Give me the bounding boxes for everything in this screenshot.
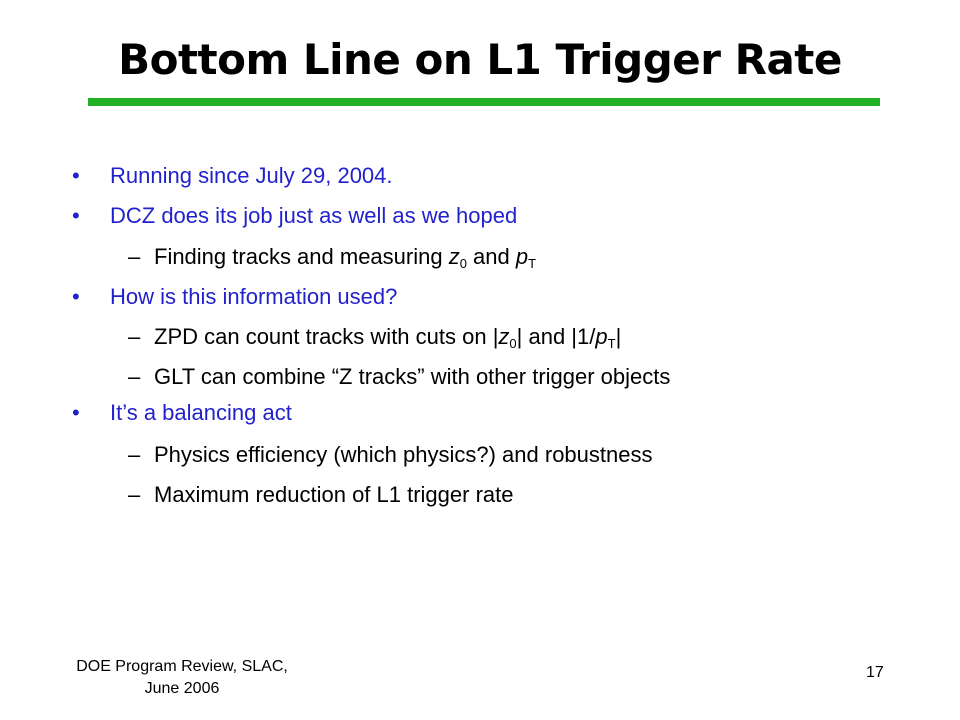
- page-number: 17: [866, 664, 884, 681]
- bullet-mark: •: [72, 163, 80, 188]
- sub-bullet-item: [128, 243, 536, 278]
- footer-event: [42, 656, 322, 700]
- bullet-item: [72, 399, 292, 427]
- bullet-item: [72, 283, 397, 311]
- dash-mark: –: [128, 364, 141, 389]
- dash-mark: –: [128, 482, 141, 507]
- dash-mark: –: [128, 442, 141, 467]
- sub-bullet-text: Maximum reduction of L1 trigger rate: [154, 482, 514, 507]
- dash-mark: –: [128, 324, 141, 349]
- sub-bullet-text: Finding tracks and measuring $z_0$ and $p_T$: [154, 244, 537, 271]
- bullet-mark: •: [72, 284, 80, 309]
- bullet-item: [72, 162, 393, 190]
- sub-bullet-text: ZPD can count tracks with cuts on $|z_0|$ and $|1/p_T|$: [154, 324, 622, 351]
- bullet-text: DCZ does its job just as well as we hoped: [110, 203, 518, 228]
- sub-bullet-item: [128, 481, 514, 509]
- bullet-text: How is this information used?: [110, 284, 398, 309]
- sub-bullet-text: GLT can combine “Z tracks” with other trigger objects: [154, 364, 671, 389]
- footer-event-line1: DOE Program Review, SLAC,: [76, 658, 288, 675]
- slide-title: Bottom Line on L1 Trigger Rate: [118, 35, 842, 84]
- bullet-mark: •: [72, 400, 80, 425]
- sub-bullet-text: Physics efficiency (which physics?) and robustness: [154, 442, 653, 467]
- bullet-item: [72, 202, 517, 230]
- bullet-mark: •: [72, 203, 80, 228]
- sub-bullet-item: [128, 441, 652, 469]
- bullet-text: Running since July 29, 2004.: [110, 163, 393, 188]
- dash-mark: –: [128, 244, 141, 269]
- footer-event-line2: June 2006: [144, 680, 220, 697]
- sub-bullet-item: [128, 363, 670, 391]
- sub-bullet-item: [128, 323, 621, 358]
- bullet-text: It’s a balancing act: [110, 400, 292, 425]
- title-underline: [88, 98, 880, 106]
